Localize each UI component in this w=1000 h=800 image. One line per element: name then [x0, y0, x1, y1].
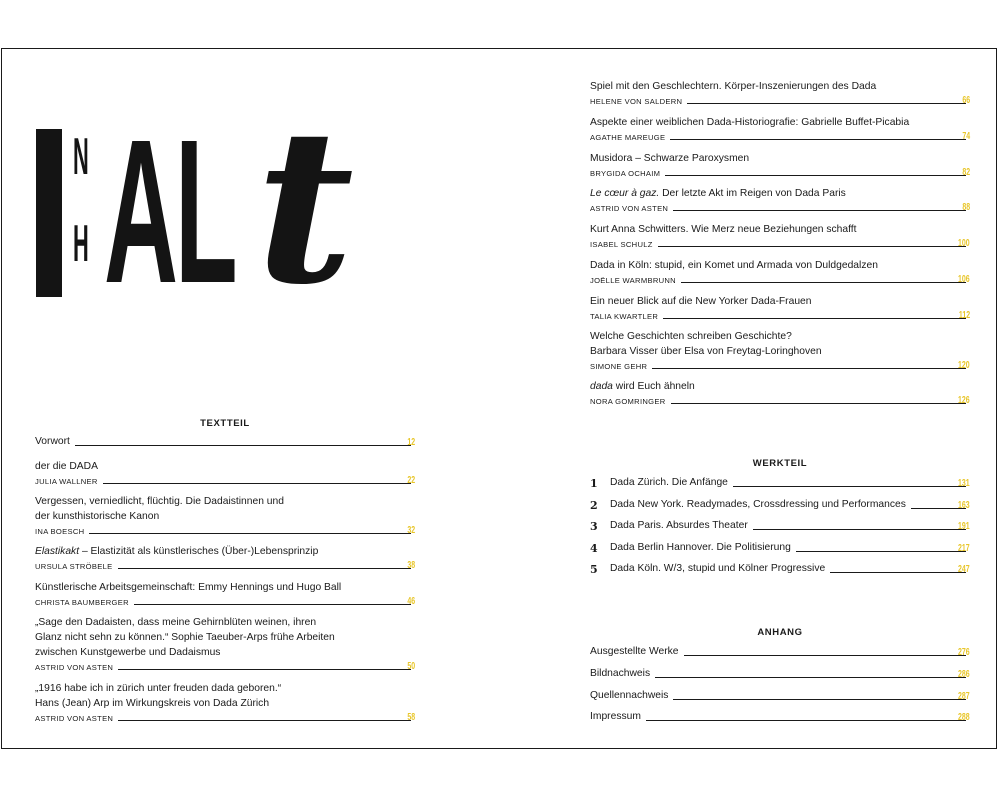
- entry-title-line: der kunsthistorische Kanon: [35, 511, 160, 522]
- leader-rule: [733, 486, 966, 487]
- entry-title: Dada in Köln: stupid, ein Komet und Armada von Duldgedalzen: [590, 260, 878, 271]
- entry-title: Dada Berlin Hannover. Die Politisierung: [610, 542, 791, 553]
- page-number: 12: [407, 437, 415, 448]
- entry-author: SIMONE GEHR: [590, 362, 648, 371]
- entry-title: Quellennachweis: [590, 690, 669, 701]
- leader-rule: [663, 318, 966, 319]
- entry-author: ASTRID VON ASTEN: [35, 663, 114, 672]
- toc-entry-werkteil[interactable]: [590, 497, 970, 512]
- entry-title-line: Welche Geschichten schreiben Geschichte?: [590, 331, 792, 342]
- page-number: 58: [407, 712, 415, 723]
- entry-title: Dada Köln. W/3, stupid und Kölner Progressive: [610, 563, 826, 574]
- page-number: 286: [958, 669, 970, 680]
- page-number: 191: [958, 521, 970, 532]
- page-number: 38: [407, 560, 415, 571]
- page-number: 74: [962, 131, 970, 142]
- entry-title-line: Glanz nicht sehn zu können.“ Sophie Taeuber-Arps frühe Arbeiten: [35, 632, 335, 643]
- toc-entry[interactable]: [590, 115, 970, 143]
- toc-entry-anhang[interactable]: [590, 688, 970, 703]
- toc-entry-anhang[interactable]: [590, 644, 970, 659]
- leader-rule: [687, 103, 966, 104]
- entry-title: Spiel mit den Geschlechtern. Körper-Inszenierungen des Dada: [590, 81, 877, 92]
- entry-author: CHRISTA BAUMBERGER: [35, 598, 129, 607]
- title-letter-h: H: [73, 215, 89, 273]
- leader-rule: [103, 483, 411, 484]
- title-letter-t: t: [256, 82, 354, 331]
- page-number: 50: [407, 661, 415, 672]
- page-number: 100: [958, 238, 970, 249]
- entry-title: [590, 379, 970, 394]
- chapter-number: 4: [590, 542, 598, 555]
- title-letters-al: AL: [104, 97, 235, 326]
- entry-author: JULIA WALLNER: [35, 477, 98, 486]
- toc-entry[interactable]: [590, 379, 970, 407]
- page-number: 88: [962, 202, 970, 213]
- page-number: 163: [958, 500, 970, 511]
- leader-rule: [652, 368, 966, 369]
- entry-author: ASTRID VON ASTEN: [35, 714, 114, 723]
- page-number: 126: [958, 395, 970, 406]
- chapter-number: 3: [590, 520, 598, 533]
- toc-entry[interactable]: [35, 459, 415, 487]
- entry-title-rest: Der letzte Akt im Reigen von Dada Paris: [659, 188, 846, 199]
- page-number: 247: [958, 564, 970, 575]
- entry-author: AGATHE MAREUGE: [590, 133, 666, 142]
- entry-title-line: zwischen Kunstgewerbe und Dadaismus: [35, 647, 221, 658]
- toc-entry[interactable]: [35, 544, 415, 572]
- page-number: 82: [962, 167, 970, 178]
- entry-title: Aspekte einer weiblichen Dada-Historiografie: Gabrielle Buffet-Picabia: [590, 117, 910, 128]
- entry-title: Ausgestellte Werke: [590, 646, 679, 657]
- leader-rule: [796, 551, 966, 552]
- leader-rule: [673, 210, 966, 211]
- toc-entry[interactable]: [590, 294, 970, 322]
- toc-entry[interactable]: [35, 434, 415, 449]
- book-spread: [1, 48, 997, 749]
- toc-entry-werkteil[interactable]: [590, 561, 970, 576]
- entry-title: Dada New York. Readymades, Crossdressing und Performances: [610, 499, 906, 510]
- chapter-number: 5: [590, 563, 598, 576]
- entry-title-line: Vergessen, verniedlicht, flüchtig. Die Dadaistinnen und: [35, 496, 284, 507]
- page-number: 131: [958, 478, 970, 489]
- toc-entry-werkteil[interactable]: [590, 518, 970, 533]
- entry-title: Dada Paris. Absurdes Theater: [610, 520, 748, 531]
- entry-title-line: Barbara Visser über Elsa von Freytag-Loringhoven: [590, 346, 822, 357]
- entry-title-rest: – Elastizität als künstlerisches (Über-)Lebensprinzip: [79, 546, 319, 557]
- leader-rule: [671, 403, 966, 404]
- leader-rule: [684, 655, 966, 656]
- entry-title-italic: Le cœur à gaz.: [590, 188, 660, 199]
- page-number: 106: [958, 274, 970, 285]
- toc-entry[interactable]: [35, 494, 415, 537]
- section-heading-anhang: ANHANG: [757, 627, 803, 638]
- toc-entry[interactable]: [35, 615, 415, 673]
- entry-title-rest: wird Euch ähneln: [612, 381, 695, 392]
- leader-rule: [658, 246, 966, 247]
- toc-entry[interactable]: [35, 681, 415, 724]
- chapter-number: 1: [590, 477, 598, 490]
- toc-entry[interactable]: [590, 222, 970, 250]
- page-number: 46: [407, 596, 415, 607]
- title-letter-n: N: [73, 128, 89, 186]
- leader-rule: [646, 720, 966, 721]
- toc-entry[interactable]: [590, 151, 970, 179]
- entry-title: Ein neuer Blick auf die New Yorker Dada-Frauen: [590, 296, 812, 307]
- entry-title: Vorwort: [35, 436, 70, 447]
- entry-title: [590, 186, 970, 201]
- leader-rule: [134, 604, 411, 605]
- page-number: 288: [958, 712, 970, 723]
- entry-author: JOËLLE WARMBRUNN: [590, 276, 676, 285]
- leader-rule: [673, 699, 966, 700]
- page-number: 22: [407, 475, 415, 486]
- entry-author: HELENE VON SALDERN: [590, 97, 683, 106]
- toc-entry-anhang[interactable]: [590, 709, 970, 724]
- leader-rule: [655, 677, 966, 678]
- entry-title: Impressum: [590, 711, 641, 722]
- entry-author: NORA GOMRINGER: [590, 397, 666, 406]
- page-number: 32: [407, 525, 415, 536]
- entry-title: Künstlerische Arbeitsgemeinschaft: Emmy Hennings und Hugo Ball: [35, 582, 342, 593]
- entry-title: [35, 544, 415, 559]
- entry-title-italic: dada: [590, 381, 613, 392]
- entry-title-line: „Sage den Dadaisten, dass meine Gehirnblüten weinen, ihren: [35, 617, 317, 628]
- title-letter-i: [36, 129, 62, 297]
- section-heading-textteil: TEXTTEIL: [200, 418, 250, 429]
- entry-title: der die DADA: [35, 461, 98, 472]
- leader-rule: [753, 529, 966, 530]
- page-number: 66: [962, 95, 970, 106]
- leader-rule: [89, 533, 411, 534]
- entry-title-italic: Elastikakt: [35, 546, 80, 557]
- toc-entry-anhang[interactable]: [590, 666, 970, 681]
- page-number: 287: [958, 691, 970, 702]
- toc-entry[interactable]: [590, 79, 970, 107]
- entry-title: Bildnachweis: [590, 668, 651, 679]
- entry-title-line: „1916 habe ich in zürich unter freuden dada geboren.“: [35, 683, 282, 694]
- toc-entry[interactable]: [35, 580, 415, 608]
- toc-entry-werkteil[interactable]: [590, 475, 970, 490]
- entry-title: Kurt Anna Schwitters. Wie Merz neue Beziehungen schafft: [590, 224, 857, 235]
- toc-entry-werkteil[interactable]: [590, 540, 970, 555]
- chapter-number: 2: [590, 499, 598, 512]
- leader-rule: [681, 282, 966, 283]
- entry-author: ISABEL SCHULZ: [590, 240, 653, 249]
- leader-rule: [118, 669, 411, 670]
- entry-title-line: Hans (Jean) Arp im Wirkungskreis von Dada Zürich: [35, 698, 270, 709]
- leader-rule: [665, 175, 966, 176]
- entry-author: BRYGIDA OCHAIM: [590, 169, 661, 178]
- page-number: 276: [958, 647, 970, 658]
- page-number: 217: [958, 543, 970, 554]
- page-number: 120: [958, 360, 970, 371]
- leader-rule: [830, 572, 966, 573]
- entry-title: Dada Zürich. Die Anfänge: [610, 477, 728, 488]
- toc-entry[interactable]: [590, 329, 970, 372]
- leader-rule: [75, 445, 411, 446]
- section-heading-werkteil: WERKTEIL: [752, 458, 808, 469]
- leader-rule: [670, 139, 966, 140]
- toc-entry[interactable]: [590, 258, 970, 286]
- entry-author: INA BOESCH: [35, 527, 85, 536]
- inhalt-title: [36, 82, 366, 331]
- leader-rule: [118, 568, 411, 569]
- entry-author: TALIA KWARTLER: [590, 312, 659, 321]
- leader-rule: [118, 720, 411, 721]
- toc-entry[interactable]: [590, 186, 970, 214]
- entry-author: URSULA STRÖBELE: [35, 562, 113, 571]
- entry-author: ASTRID VON ASTEN: [590, 204, 669, 213]
- page-number: 112: [958, 310, 970, 321]
- entry-title: Musidora – Schwarze Paroxysmen: [590, 153, 750, 164]
